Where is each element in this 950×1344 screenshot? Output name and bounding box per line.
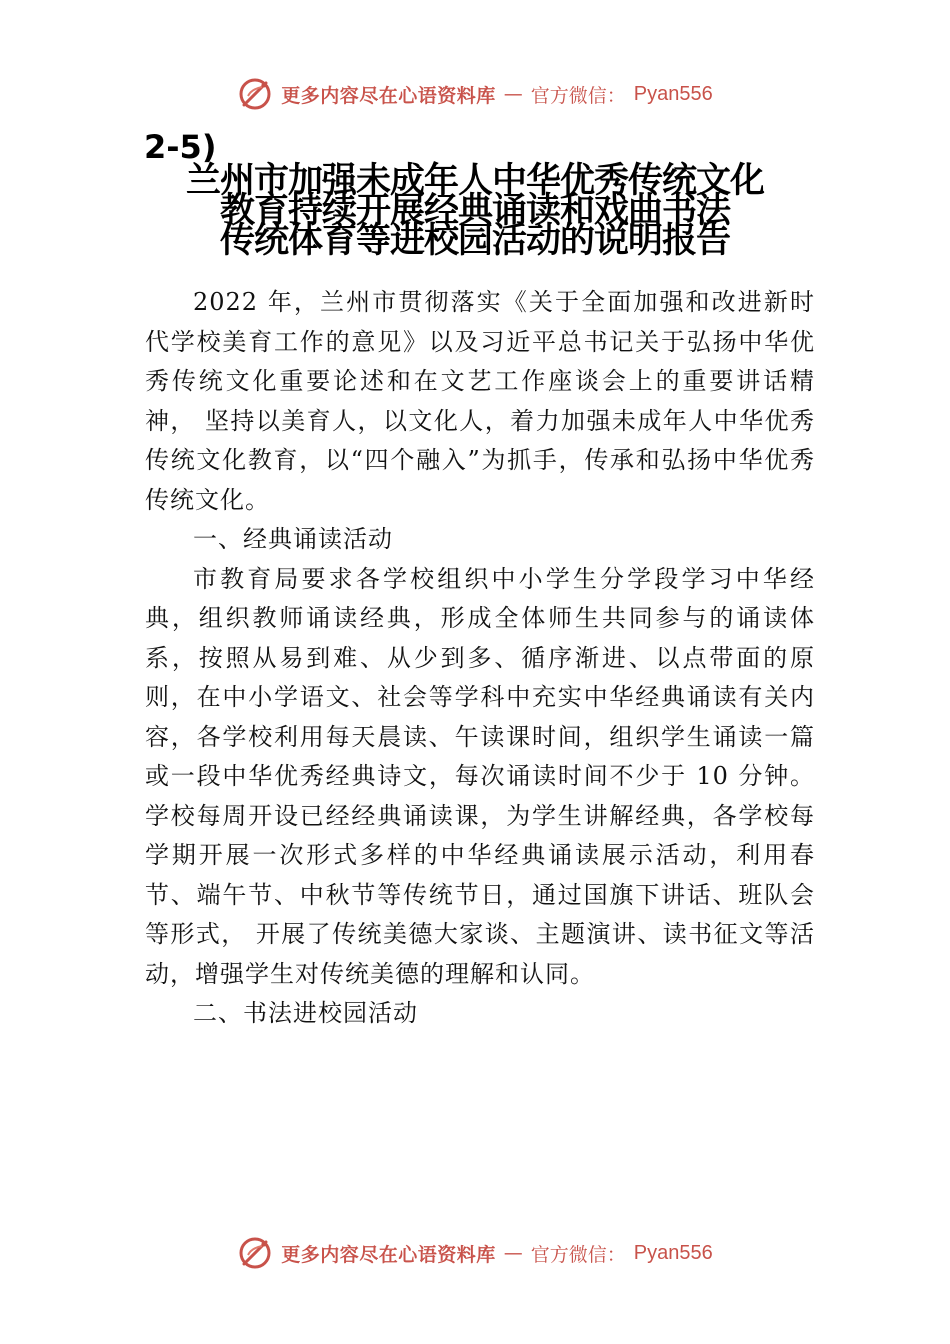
classic-reading-paragraph: 市教育局要求各学校组织中小学生分学段学习中华经典，组织教师诵读经典，形成全体师生共同参与的诵读体系，按照从易到难、从少到多、循序渐进、以点带面的原则，在中小学语文、社会等学科中充实中华经典诵读有关内容，各学校利用每天晨读、午读课时间，组织学生诵读一篇或一段中华优秀经典诗文，每次诵读时间不少于 10 分钟。学校每周开设已经经典诵读课，为学生讲解经典，各学校每学期开展一次形式多样的中华经典诵读展示活动，利用春节、端午节、中秋节等传统节日，通过国旗下讲话、班队会等形式， 开展了传统美德大家谈、主题演讲、读书征文等活动，增强学生对传统美德的理解和认同。	[145, 564, 815, 988]
document-body	[145, 283, 815, 1034]
title-line: 兰州市加强未成年人中华优秀传统文化	[185, 161, 764, 201]
watermark-brand: 更多内容尽在心语资料库	[281, 84, 496, 107]
document-number: 2-5)	[144, 128, 217, 166]
watermark-wechat-label: 官方微信：	[530, 84, 626, 107]
brush-logo-icon	[237, 76, 273, 112]
watermark-wechat-label: 官方微信：	[530, 1243, 626, 1266]
section-heading-calligraphy: 二、书法进校园活动	[193, 999, 418, 1027]
document-title	[100, 161, 850, 261]
title-line: 传统体育等进校园活动的说明报告	[219, 221, 730, 261]
watermark-dash: —	[503, 1242, 523, 1264]
section-heading-classic-reading: 一、经典诵读活动	[193, 525, 393, 553]
watermark-dash: —	[503, 83, 523, 105]
title-line: 教育持续开展经典诵读和戏曲书法	[219, 191, 730, 231]
intro-paragraph: 2022 年，兰州市贯彻落实《关于全面加强和改进新时代学校美育工作的意见》以及习近平总书记关于弘扬中华优秀传统文化重要论述和在文艺工作座谈会上的重要讲话精神， 坚持以美育人，以文化人，着力加强未成年人中华优秀传统文化教育，以“四个融入”为抓手，传承和弘扬中华优秀传统文化。	[145, 288, 815, 514]
watermark-wechat-id: Pyan556	[633, 82, 713, 105]
footer-watermark	[0, 1233, 950, 1273]
watermark-brand: 更多内容尽在心语资料库	[281, 1243, 496, 1266]
watermark-wechat-id: Pyan556	[633, 1241, 713, 1264]
brush-logo-icon	[237, 1235, 273, 1271]
header-watermark	[0, 74, 950, 114]
